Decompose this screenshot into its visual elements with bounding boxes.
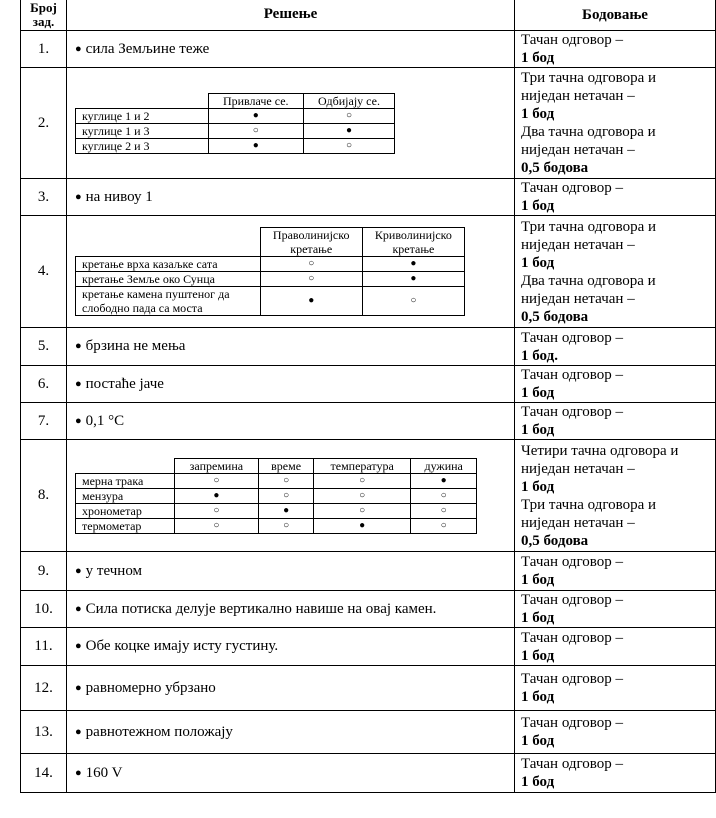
scoring-points: 1 бод bbox=[521, 689, 555, 705]
scoring-cell bbox=[515, 179, 716, 216]
scoring-text: Тачан одговор – bbox=[521, 180, 624, 196]
empty-circle-icon: ○ bbox=[411, 518, 477, 533]
scoring-cell bbox=[515, 31, 716, 68]
solution-cell bbox=[67, 666, 515, 711]
scoring-text: Тачан одговор – bbox=[521, 554, 624, 570]
grid-col-header: Одбијају се. bbox=[303, 93, 394, 108]
scoring-text: Тачан одговор – bbox=[521, 629, 624, 646]
task-number: 12. bbox=[21, 666, 67, 711]
scoring-points: 1 бод bbox=[521, 254, 555, 271]
bullet-icon bbox=[75, 413, 86, 429]
solution-text: на нивоу 1 bbox=[85, 188, 153, 205]
solution-cell bbox=[67, 440, 515, 552]
scoring-text: Тачан одговор – bbox=[521, 329, 624, 346]
bullet-icon bbox=[75, 724, 86, 740]
grid-row-label: кретање камена пуштеног да слободно пада са моста bbox=[76, 287, 261, 316]
bullet-icon bbox=[75, 563, 86, 579]
solution-text: брзина не мења bbox=[85, 338, 186, 354]
scoring-text: Тачан одговор – bbox=[521, 592, 624, 608]
solution-cell bbox=[67, 216, 515, 328]
scoring-text: Тачан одговор – bbox=[521, 404, 624, 420]
table-row bbox=[21, 440, 716, 552]
filled-circle-icon: ● bbox=[260, 287, 362, 316]
empty-circle-icon: ○ bbox=[303, 138, 394, 153]
table-row bbox=[21, 628, 716, 666]
scoring-text: Три тачна одговора и bbox=[521, 70, 657, 86]
filled-circle-icon: ● bbox=[362, 272, 464, 287]
scoring-cell bbox=[515, 440, 716, 552]
empty-circle-icon: ○ bbox=[303, 108, 394, 123]
grid-col-header: дужина bbox=[411, 458, 477, 473]
grid-row-label: мерна трака bbox=[76, 473, 175, 488]
scoring-cell bbox=[515, 366, 716, 403]
task-number: 6. bbox=[21, 366, 67, 403]
scoring-cell bbox=[515, 711, 716, 754]
filled-circle-icon: ● bbox=[259, 503, 314, 518]
solution-cell bbox=[67, 754, 515, 793]
grid-row-label: кретање Земље око Сунца bbox=[76, 272, 261, 287]
scoring-points: 0,5 бодова bbox=[521, 160, 589, 176]
grid-row-label: хронометар bbox=[76, 503, 175, 518]
task-number: 11. bbox=[21, 628, 67, 666]
task-number: 10. bbox=[21, 591, 67, 628]
scoring-text: Два тачна одговора и bbox=[521, 272, 656, 289]
table-row bbox=[21, 328, 716, 366]
solution-cell bbox=[67, 328, 515, 366]
scoring-text: ниједан нетачан – bbox=[521, 290, 635, 307]
empty-circle-icon: ○ bbox=[411, 503, 477, 518]
scoring-points: 1 бод bbox=[521, 50, 555, 66]
solution-cell bbox=[67, 711, 515, 754]
table-row bbox=[21, 31, 716, 68]
empty-circle-icon: ○ bbox=[313, 488, 410, 503]
solution-text: Сила потиска делује вертикално навише на овај камен. bbox=[85, 600, 437, 617]
scoring-text: ниједан нетачан – bbox=[521, 88, 635, 104]
answer-grid-task-2 bbox=[75, 93, 395, 154]
table-row bbox=[21, 552, 716, 591]
filled-circle-icon: ● bbox=[362, 257, 464, 272]
scoring-points: 1 бод bbox=[521, 385, 555, 401]
empty-circle-icon: ○ bbox=[259, 473, 314, 488]
solution-cell bbox=[67, 628, 515, 666]
scoring-points: 1 бод bbox=[521, 647, 555, 664]
scoring-text: Тачан одговор – bbox=[521, 32, 624, 48]
task-number: 3. bbox=[21, 179, 67, 216]
table-row bbox=[21, 179, 716, 216]
solution-cell bbox=[67, 366, 515, 403]
grid-col-header: Привлаче се. bbox=[208, 93, 303, 108]
table-row bbox=[21, 711, 716, 754]
scoring-cell bbox=[515, 666, 716, 711]
scoring-text: Четири тачна одговора и bbox=[521, 442, 679, 459]
grid-col-header: Праволинијско кретање bbox=[260, 228, 362, 257]
empty-circle-icon: ○ bbox=[174, 473, 259, 488]
table-row bbox=[21, 68, 716, 179]
empty-circle-icon: ○ bbox=[208, 123, 303, 138]
filled-circle-icon: ● bbox=[208, 138, 303, 153]
scoring-text: ниједан нетачан – bbox=[521, 236, 635, 253]
scoring-points: 0,5 бодова bbox=[521, 532, 589, 549]
grid-col-header: запремина bbox=[174, 458, 259, 473]
scoring-text: Тачан одговор – bbox=[521, 715, 624, 731]
empty-circle-icon: ○ bbox=[259, 518, 314, 533]
scoring-points: 1 бод bbox=[521, 774, 555, 790]
bullet-icon bbox=[75, 638, 86, 654]
empty-circle-icon: ○ bbox=[259, 488, 314, 503]
table-row bbox=[21, 591, 716, 628]
empty-circle-icon: ○ bbox=[260, 257, 362, 272]
scoring-text: Три тачна одговора и bbox=[521, 496, 657, 513]
scoring-cell bbox=[515, 328, 716, 366]
scoring-points: 1 бод bbox=[521, 733, 555, 749]
grid-row-label: кретање врха казаљке сата bbox=[76, 257, 261, 272]
solution-cell bbox=[67, 552, 515, 591]
empty-circle-icon: ○ bbox=[174, 518, 259, 533]
scoring-points: 1 бод bbox=[521, 478, 555, 495]
task-number: 7. bbox=[21, 403, 67, 440]
grid-col-header: Криволинијско кретање bbox=[362, 228, 464, 257]
table-row bbox=[21, 366, 716, 403]
answer-grid-task-8 bbox=[75, 458, 477, 534]
solution-cell bbox=[67, 31, 515, 68]
bullet-icon bbox=[75, 338, 86, 354]
scoring-points: 1 бод. bbox=[521, 347, 558, 364]
filled-circle-icon: ● bbox=[303, 123, 394, 138]
empty-circle-icon: ○ bbox=[313, 473, 410, 488]
answer-grid-task-4 bbox=[75, 227, 465, 316]
scoring-text: Тачан одговор – bbox=[521, 756, 624, 772]
task-number: 1. bbox=[21, 31, 67, 68]
bullet-icon bbox=[75, 601, 86, 617]
empty-circle-icon: ○ bbox=[362, 287, 464, 316]
scoring-cell bbox=[515, 754, 716, 793]
solution-text: 160 V bbox=[85, 764, 123, 781]
grid-row-label: мензура bbox=[76, 488, 175, 503]
empty-circle-icon: ○ bbox=[174, 503, 259, 518]
scoring-text: ниједан нетачан – bbox=[521, 514, 635, 531]
header-solution: Решење bbox=[67, 0, 515, 31]
scoring-cell bbox=[515, 628, 716, 666]
bullet-icon bbox=[75, 680, 86, 696]
task-number: 8. bbox=[21, 440, 67, 552]
scoring-text: Тачан одговор – bbox=[521, 367, 624, 383]
solution-text: у течном bbox=[85, 562, 143, 579]
task-number: 9. bbox=[21, 552, 67, 591]
header-scoring: Бодовање bbox=[515, 0, 716, 31]
answer-key-table bbox=[20, 0, 716, 793]
task-number: 4. bbox=[21, 216, 67, 328]
empty-circle-icon: ○ bbox=[411, 488, 477, 503]
task-number: 5. bbox=[21, 328, 67, 366]
scoring-text: Два тачна одговора и bbox=[521, 124, 656, 140]
bullet-icon bbox=[75, 376, 86, 392]
solution-cell bbox=[67, 591, 515, 628]
bullet-icon bbox=[75, 765, 86, 781]
bullet-icon bbox=[75, 41, 86, 57]
scoring-points: 0,5 бодова bbox=[521, 308, 589, 325]
table-row bbox=[21, 754, 716, 793]
empty-circle-icon: ○ bbox=[313, 503, 410, 518]
scoring-cell bbox=[515, 591, 716, 628]
scoring-text: ниједан нетачан – bbox=[521, 460, 635, 477]
solution-text: равнотежном положају bbox=[85, 723, 233, 740]
grid-col-header: време bbox=[259, 458, 314, 473]
scoring-points: 1 бод bbox=[521, 422, 555, 438]
scoring-text: ниједан нетачан – bbox=[521, 142, 635, 158]
solution-cell bbox=[67, 403, 515, 440]
scoring-points: 1 бод bbox=[521, 106, 555, 122]
solution-cell bbox=[67, 179, 515, 216]
filled-circle-icon: ● bbox=[174, 488, 259, 503]
table-row bbox=[21, 403, 716, 440]
grid-row-label: термометар bbox=[76, 518, 175, 533]
scoring-points: 1 бод bbox=[521, 610, 555, 626]
solution-cell bbox=[67, 68, 515, 179]
grid-row-label: куглице 2 и 3 bbox=[76, 138, 209, 153]
filled-circle-icon: ● bbox=[208, 108, 303, 123]
scoring-cell bbox=[515, 68, 716, 179]
scoring-points: 1 бод bbox=[521, 572, 555, 588]
table-row bbox=[21, 216, 716, 328]
task-number: 14. bbox=[21, 754, 67, 793]
filled-circle-icon: ● bbox=[313, 518, 410, 533]
scoring-cell bbox=[515, 552, 716, 591]
scoring-text: Три тачна одговора и bbox=[521, 218, 657, 235]
solution-text: сила Земљине теже bbox=[85, 40, 210, 57]
task-number: 2. bbox=[21, 68, 67, 179]
solution-text: 0,1 °C bbox=[85, 412, 125, 429]
solution-text: Обе коцке имају исту густину. bbox=[85, 638, 279, 654]
solution-text: постаће јаче bbox=[85, 375, 164, 392]
filled-circle-icon: ● bbox=[411, 473, 477, 488]
bullet-icon bbox=[75, 189, 86, 205]
grid-row-label: куглице 1 и 3 bbox=[76, 123, 209, 138]
task-number: 13. bbox=[21, 711, 67, 754]
scoring-points: 1 бод bbox=[521, 198, 555, 214]
grid-row-label: куглице 1 и 2 bbox=[76, 108, 209, 123]
empty-circle-icon: ○ bbox=[260, 272, 362, 287]
scoring-cell bbox=[515, 216, 716, 328]
scoring-text: Тачан одговор – bbox=[521, 671, 624, 687]
table-row bbox=[21, 666, 716, 711]
scoring-cell bbox=[515, 403, 716, 440]
grid-col-header: температура bbox=[313, 458, 410, 473]
solution-text: равномерно убрзано bbox=[85, 679, 216, 696]
header-task-number: Број зад. bbox=[21, 0, 67, 31]
